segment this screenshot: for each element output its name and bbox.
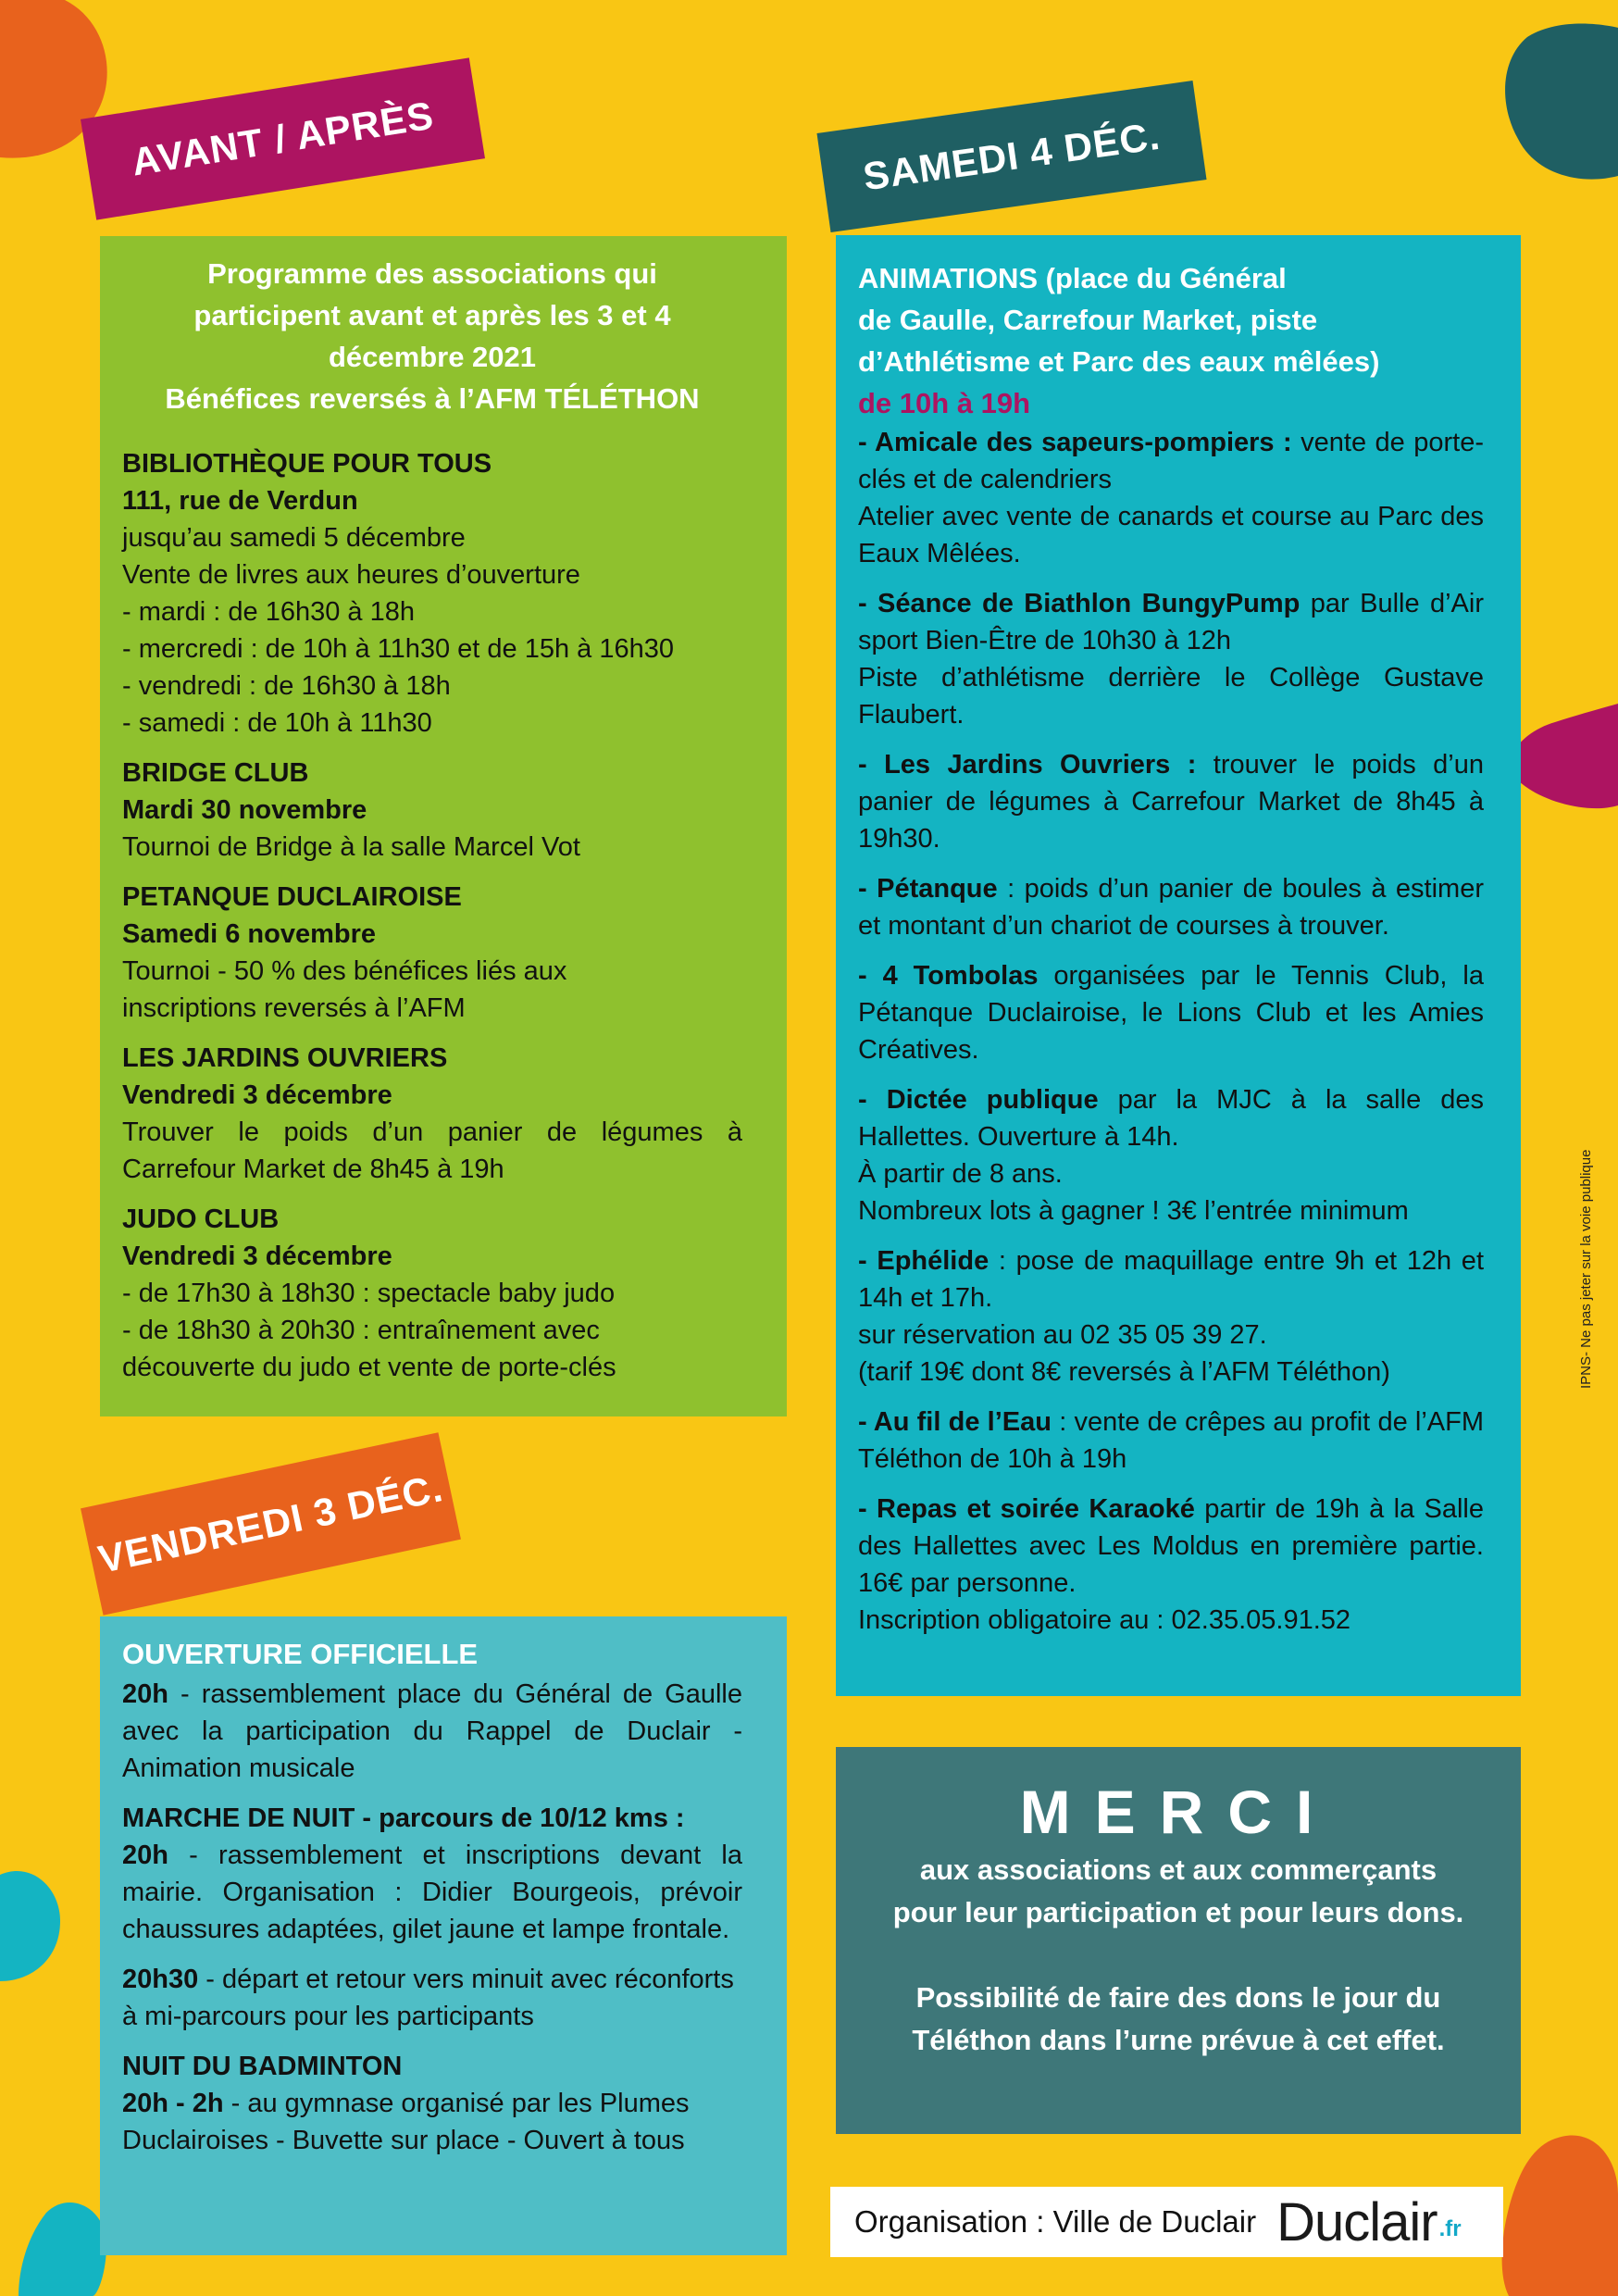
item-name: - Séance de Biathlon BungyPump (858, 589, 1301, 618)
item-text: : poids d’un panier de boules à estimer et montant d’un chariot de courses à trouver. (858, 874, 1484, 941)
tag-vendredi: VENDREDI 3 DÉC. (81, 1432, 461, 1616)
duclair-logo: Duclair (1276, 2191, 1438, 2252)
section-line: - vendredi : de 16h30 à 18h (122, 671, 451, 701)
item-name: - Ephélide (858, 1246, 989, 1276)
section-judo (122, 1201, 742, 1386)
section-subtitle: Vendredi 3 décembre (122, 1242, 392, 1271)
section-line: - mardi : de 16h30 à 18h (122, 597, 415, 627)
section-petanque (122, 879, 742, 1027)
time-label: 20h (122, 1841, 168, 1870)
avant-apres-intro (122, 253, 742, 419)
badminton-title: NUIT DU BADMINTON (122, 2052, 403, 2081)
ouverture-title: OUVERTURE OFFICIELLE (122, 1638, 479, 1670)
organisation-banner (830, 2187, 1503, 2257)
item-text: partir de 19h à la Salle des Hallettes avec Les Moldus en première partie. 16€ par personne. (858, 1494, 1484, 1598)
duclair-logo-suffix: .fr (1438, 2216, 1462, 2241)
event-text: - départ et retour vers minuit avec réconforts à mi-parcours pour les participants (122, 1965, 734, 2031)
intro-line: Bénéfices reversés à l’AFM TÉLÉTHON (165, 382, 700, 415)
item-extra: Inscription obligatoire au : 02.35.05.91.52 (858, 1605, 1351, 1635)
section-title: LES JARDINS OUVRIERS (122, 1043, 448, 1073)
ipns-note: IPNS- Ne pas jeter sur la voie publique (1578, 1149, 1594, 1389)
vendredi-panel (100, 1616, 787, 2255)
section-line: découverte du judo et vente de porte-clés (122, 1353, 616, 1382)
time-label: 20h (122, 1679, 168, 1709)
section-line: jusqu’au samedi 5 décembre (122, 523, 466, 553)
dark-teal-blob-top-right (1500, 19, 1618, 185)
animations-hours: de 10h à 19h (858, 387, 1031, 419)
item-text: : pose de maquillage entre 9h et 12h et 14h et 17h. (858, 1246, 1484, 1313)
item-name: - Pétanque (858, 874, 998, 904)
animation-item (858, 585, 1484, 733)
section-text: Trouver le poids d’un panier de légumes à Carrefour Market de 8h45 à 19h (122, 1117, 742, 1184)
event-text: - rassemblement place du Général de Gaulle avec la participation du Rappel de Duclair - Animation musicale (122, 1679, 742, 1783)
organisation-text: Organisation : Ville de Duclair (854, 2204, 1257, 2239)
animations-title-line: de Gaulle, Carrefour Market, piste (858, 304, 1318, 336)
item-name: - Au fil de l’Eau (858, 1407, 1052, 1437)
section-line: inscriptions reversés à l’AFM (122, 993, 466, 1023)
section-line: - de 18h30 à 20h30 : entraînement avec (122, 1316, 600, 1345)
merci-text (836, 1849, 1521, 2062)
merci-panel (836, 1747, 1521, 2134)
event-text: - au gymnase organisé par les Plumes Duclairoises - Buvette sur place - Ouvert à tous (122, 2089, 690, 2155)
merci-title: MERCI (1019, 1778, 1338, 1846)
section-line: - samedi : de 10h à 11h30 (122, 708, 432, 738)
section-line: Tournoi - 50 % des bénéfices liés aux (122, 956, 567, 986)
section-line: Vente de livres aux heures d’ouverture (122, 560, 580, 590)
animation-item (858, 1404, 1484, 1478)
tag-avant-apres: AVANT / APRÈS (81, 57, 485, 219)
section-line: Tournoi de Bridge à la salle Marcel Vot (122, 832, 580, 862)
samedi-panel (836, 235, 1521, 1696)
item-text: organisées par le Tennis Club, la Pétanque Duclairoise, le Lions Club et les Amies Créatives. (858, 961, 1484, 1065)
animation-item (858, 746, 1484, 857)
animation-item (858, 1081, 1484, 1229)
item-extra: À partir de 8 ans. (858, 1159, 1063, 1189)
section-bridge (122, 755, 742, 866)
section-jardins (122, 1040, 742, 1188)
item-extra: (tarif 19€ dont 8€ reversés à l’AFM Téléthon) (858, 1357, 1390, 1387)
cyan-blob-bottom-left (19, 2194, 111, 2296)
section-subtitle: Mardi 30 novembre (122, 795, 367, 825)
intro-line: Programme des associations qui (207, 257, 657, 290)
merci-line: aux associations et aux commerçants (919, 1853, 1438, 1886)
animation-item (858, 1242, 1484, 1391)
marche-return (122, 1961, 742, 2035)
item-name: - 4 Tombolas (858, 961, 1039, 991)
item-text: trouver le poids d’un panier de légumes à Carrefour Market de 8h45 à 19h30. (858, 750, 1484, 854)
item-text: par la MJC à la salle des Hallettes. Ouverture à 14h. (858, 1085, 1484, 1152)
item-text: vente de porte-clés et de calendriers (858, 428, 1484, 494)
merci-line: pour leur participation et pour leurs dons. (892, 1896, 1464, 1928)
merci-line: Possibilité de faire des dons le jour du (915, 1981, 1441, 2014)
section-subtitle: Samedi 6 novembre (122, 919, 376, 949)
merci-line: Téléthon dans l’urne prévue à cet effet. (912, 2024, 1445, 2056)
intro-line: participent avant et après les 3 et 4 (193, 299, 671, 331)
section-subtitle: Vendredi 3 décembre (122, 1080, 392, 1110)
section-subtitle: 111, rue de Verdun (122, 486, 358, 516)
item-extra: Atelier avec vente de canards et course au Parc des Eaux Mêlées. (858, 502, 1484, 568)
magenta-blob-right (1504, 704, 1618, 815)
section-title: PETANQUE DUCLAIROISE (122, 882, 462, 912)
marche-section (122, 1800, 742, 1948)
animations-title-line: ANIMATIONS (place du Général (858, 262, 1287, 294)
section-line: - de 17h30 à 18h30 : spectacle baby judo (122, 1279, 616, 1308)
cyan-blob-left (0, 1866, 65, 1986)
avant-apres-panel (100, 236, 787, 1416)
spacer (836, 1934, 1521, 1977)
event-text: - rassemblement et inscriptions devant la mairie. Organisation : Didier Bourgeois, prévoir chaussures adaptées, gilet jaune et lampe frontale. (122, 1841, 742, 1944)
badminton-section (122, 2048, 742, 2159)
item-text: par Bulle d’Air sport Bien-Être de 10h30 à 12h (858, 589, 1484, 655)
section-title: BIBLIOTHÈQUE POUR TOUS (122, 449, 492, 479)
item-extra: Nombreux lots à gagner ! 3€ l’entrée minimum (858, 1196, 1409, 1226)
item-name: - Les Jardins Ouvriers : (858, 750, 1197, 780)
time-label: 20h - 2h (122, 2089, 224, 2118)
section-bibliotheque (122, 445, 742, 742)
tag-samedi: SAMEDI 4 DÉC. (816, 81, 1206, 232)
animations-title-line: d’Athlétisme et Parc des eaux mêlées) (858, 345, 1380, 378)
ouverture-text (122, 1676, 742, 1787)
orange-blob-bottom-right (1500, 2129, 1618, 2296)
item-name: - Dictée publique (858, 1085, 1099, 1115)
item-name: - Amicale des sapeurs-pompiers : (858, 428, 1292, 457)
item-name: - Repas et soirée Karaoké (858, 1494, 1195, 1524)
animations-title (858, 257, 1484, 382)
animation-item (858, 1491, 1484, 1639)
section-line: - mercredi : de 10h à 11h30 et de 15h à 16h30 (122, 634, 675, 664)
time-label: 20h30 (122, 1965, 199, 1994)
section-title: BRIDGE CLUB (122, 758, 309, 788)
marche-title: MARCHE DE NUIT - parcours de 10/12 kms : (122, 1803, 685, 1833)
item-text: : vente de crêpes au profit de l’AFM Téléthon de 10h à 19h (858, 1407, 1485, 1474)
item-extra: sur réservation au 02 35 05 39 27. (858, 1320, 1267, 1350)
animation-item (858, 957, 1484, 1068)
item-extra: Piste d’athlétisme derrière le Collège Gustave Flaubert. (858, 663, 1484, 730)
section-title: JUDO CLUB (122, 1204, 280, 1234)
animation-item (858, 870, 1484, 944)
animation-item (858, 424, 1484, 572)
intro-line: décembre 2021 (328, 341, 537, 373)
